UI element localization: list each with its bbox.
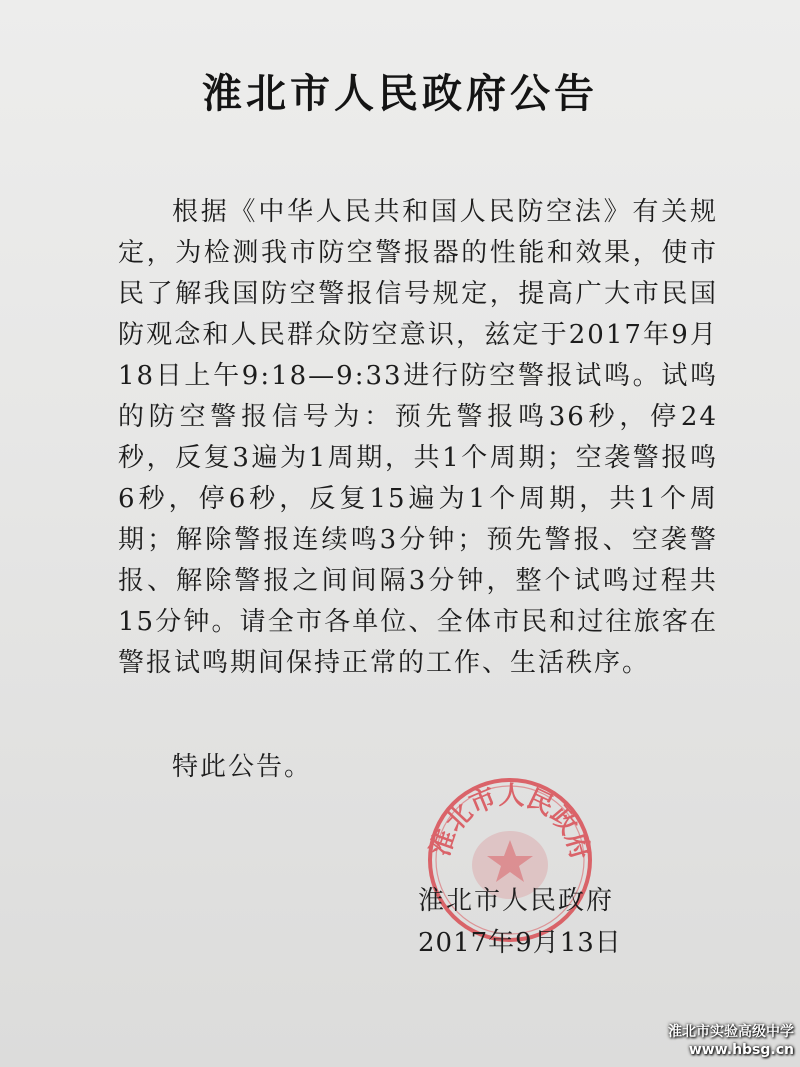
watermark-name: 淮北市实验高级中学 (668, 1024, 794, 1040)
watermark-url: www.hbsg.cn (688, 1042, 794, 1058)
seal-text: 淮北市人民政府 (425, 780, 596, 864)
site-watermark (668, 1023, 794, 1059)
signature-organization: 淮北市人民政府 (418, 886, 615, 916)
announcement-body (118, 192, 718, 684)
document-title: 淮北市人民政府公告 (202, 71, 598, 117)
signature-date: 2017年9月13日 (418, 928, 622, 958)
closing-line: 特此公告。 (172, 752, 313, 782)
body-paragraph: 根据《中华人民共和国人民防空法》有关规定，为检测我市防空警报器的性能和效果，使市民了解我国防空警报信号规定，提高广大市民国防观念和人民群众防空意识，兹定于2017年9月18日上午9:18—9:33进行防空警报试鸣。试鸣的防空警报信号为：预先警报鸣36秒，停24秒，反复3遍为1周期，共1个周期；空袭警报鸣6秒，停6秒，反复15遍为1个周期，共1个周期；解除警报连续鸣3分钟；预先警报、空袭警报、解除警报之间间隔3分钟，整个试鸣过程共15分钟。请全市各单位、全体市民和过往旅客在警报试鸣期间保持正常的工作、生活秩序。 (118, 197, 718, 678)
